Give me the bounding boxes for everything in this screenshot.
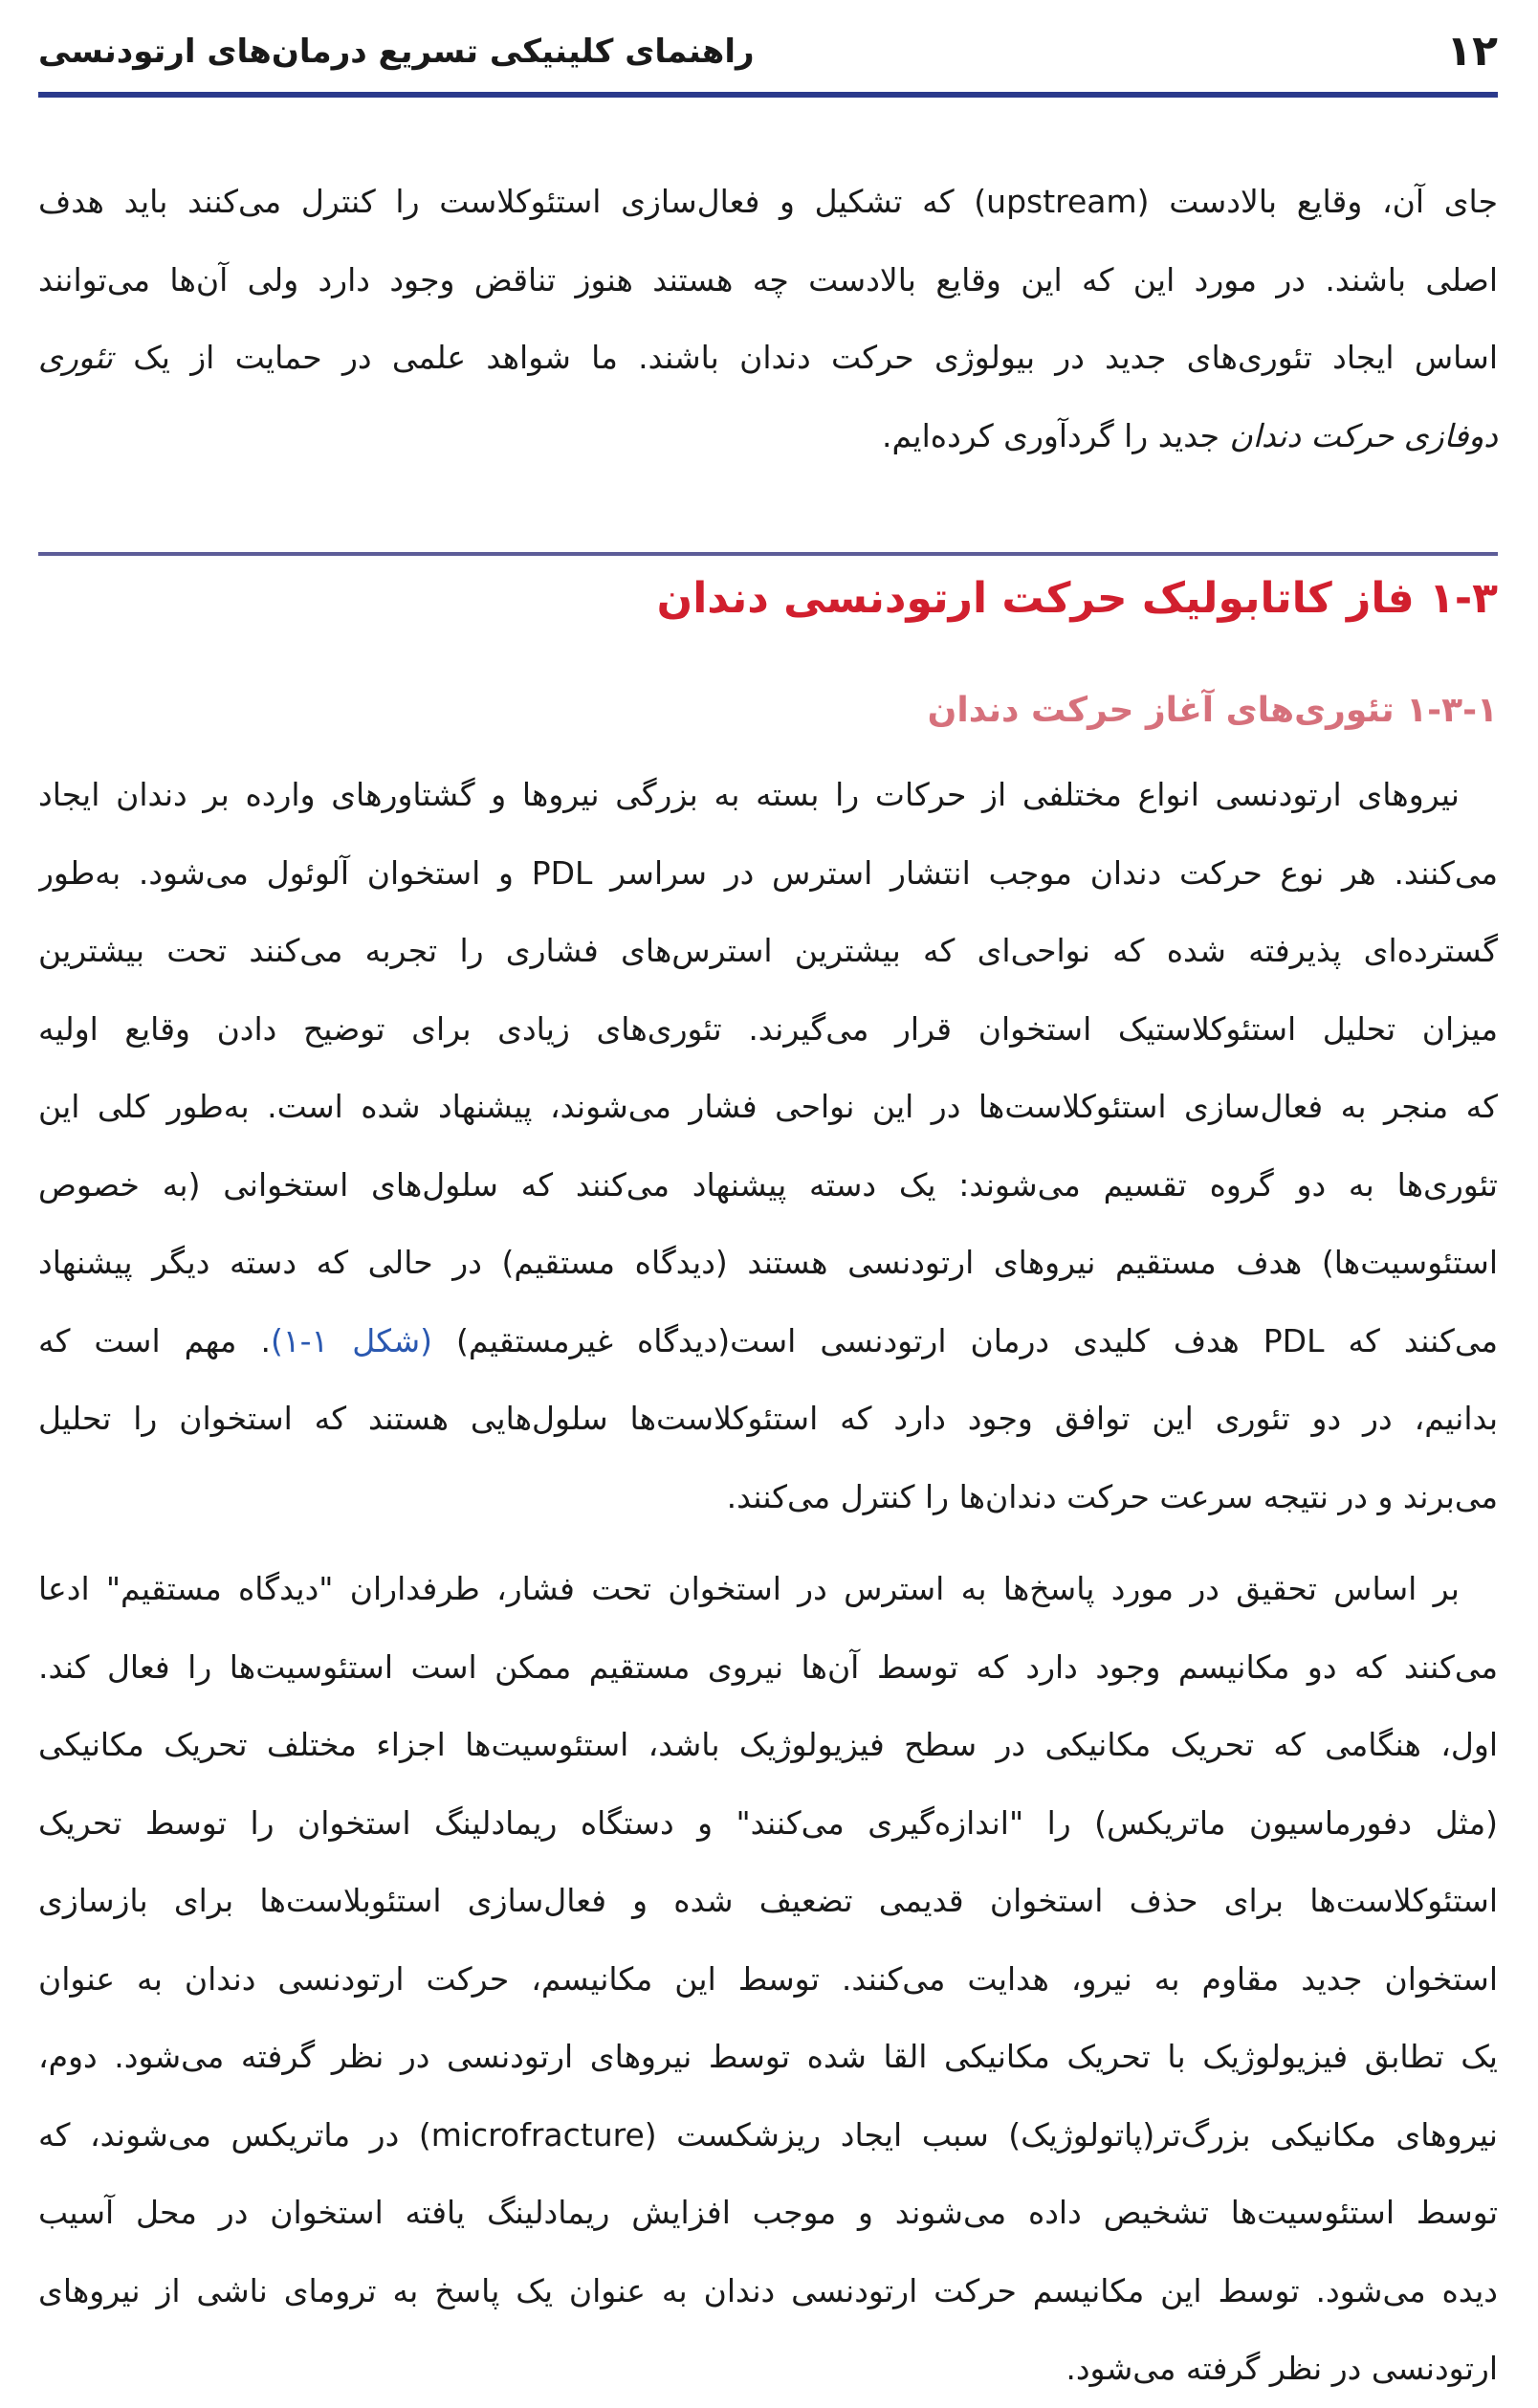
text-line [38, 2096, 1498, 2175]
text-line [38, 2252, 1498, 2331]
text-segment: استئوکلاست‌ها برای حذف استخوان قدیمی تضعیف شده و فعال‌سازی استئوبلاست‌ها برای بازسازی [38, 1882, 1498, 1919]
text-segment: . مهم است که [38, 1321, 271, 1359]
text-segment: اساس ایجاد تئوری‌های جدید در بیولوژی حرکت دندان باشند. ما شواهد علمی در حمایت از یک [112, 339, 1498, 376]
paragraph [38, 163, 1498, 475]
running-header-title: راهنمای کلینیکی تسریع درمان‌های ارتودنسی [38, 33, 755, 71]
paragraph [38, 1550, 1498, 2408]
text-line [38, 241, 1498, 320]
text-segment: می‌کنند. هر نوع حرکت دندان موجب انتشار استرس در سراسر PDL و استخوان آلوئول می‌شود. به‌طور [38, 853, 1498, 892]
figure-reference-link[interactable]: (شکل ۱-۱) [270, 1321, 432, 1359]
text-line [38, 1940, 1498, 2019]
text-segment: توسط استئوسیت‌ها تشخیص داده می‌شوند و موجب افزایش ریمادلینگ یافته استخوان در محل آسیب [38, 2194, 1498, 2231]
text-segment: که منجر به فعال‌سازی استئوکلاست‌ها در این نواحی فشار می‌شوند، پیشنهاد شده است. به‌طور کلی این [38, 1088, 1498, 1125]
text-line [38, 990, 1498, 1069]
text-line [38, 912, 1498, 990]
text-line [38, 163, 1498, 241]
text-segment: میزان تحلیل استئوکلاستیک استخوان قرار می‌گیرند. تئوری‌های زیادی برای توضیح دادن وقایع اولیه [38, 1009, 1498, 1048]
italic-text: تئوری [38, 339, 113, 376]
text-line [38, 397, 1498, 475]
text-segment: نیروهای ارتودنسی انواع مختلفی از حرکات را بسته به بزرگی نیروها و گشتاورهای وارده بر دندان ایجاد [38, 776, 1460, 813]
page-number: ۱۲ [1446, 27, 1498, 76]
text-segment: یک تطابق فیزیولوژیک با تحریک مکانیکی القا شده توسط نیروهای ارتودنسی در نظر گرفته می‌شود. دوم، [38, 2038, 1498, 2075]
text-line [38, 2018, 1498, 2096]
text-line [38, 1068, 1498, 1146]
text-line [38, 1458, 1498, 1536]
italic-text: دوفازی حرکت دندان [1229, 416, 1498, 454]
text-segment: اصلی باشند. در مورد این که این وقایع بالادست چه هستند هنوز تناقض وجود دارد ولی آن‌ها می‌توانند [38, 260, 1498, 298]
text-segment: می‌کنند که PDL هدف کلیدی درمان ارتودنسی است(دیدگاه غیرمستقیم) [431, 1321, 1498, 1359]
text-line [38, 1862, 1498, 1940]
subsection-heading: ۱-۳-۱ تئوری‌های آغاز حرکت دندان [927, 691, 1498, 730]
text-line [38, 1706, 1498, 1784]
text-line [38, 1302, 1498, 1381]
text-segment: تئوری‌ها به دو گروه تقسیم می‌شوند: یک دسته پیشنهاد می‌کنند که سلول‌های استخوانی (به خصوص [38, 1165, 1498, 1204]
text-line [38, 1784, 1498, 1863]
text-segment: بدانیم، در دو تئوری این توافق وجود دارد که استئوکلاست‌ها سلول‌هایی هستند که استخوان را تحلیل [38, 1400, 1498, 1437]
text-line [38, 1628, 1498, 1707]
text-line [38, 834, 1498, 913]
paragraph [38, 756, 1498, 1535]
text-segment: نیروهای مکانیکی بزرگ‌تر(پاتولوژیک) سبب ایجاد ریزشکست (microfracture) در ماتریکس می‌شوند، که [38, 2115, 1498, 2154]
section-heading: ۱-۳ فاز کاتابولیک حرکت ارتودنسی دندان [656, 574, 1498, 623]
text-line [38, 1380, 1498, 1458]
section-divider [38, 552, 1498, 556]
text-segment: بر اساس تحقیق در مورد پاسخ‌ها به استرس در استخوان تحت فشار، طرفداران "دیدگاه مستقیم" ادعا [38, 1570, 1460, 1607]
text-line [38, 2174, 1498, 2252]
text-segment: (مثل دفورماسیون ماتریکس) را "اندازه‌گیری می‌کنند" و دستگاه ریمادلینگ استخوان را توسط تحریک [38, 1803, 1498, 1842]
text-line [38, 319, 1498, 397]
text-segment: دیده می‌شود. توسط این مکانیسم حرکت ارتودنسی دندان به عنوان یک پاسخ به ترومای ناشی از نیروهای [38, 2271, 1498, 2309]
text-segment: گسترده‌ای پذیرفته شده که نواحی‌ای که بیشترین استرس‌های فشاری را تجربه می‌کنند تحت بیشترین [38, 932, 1498, 969]
text-line [38, 1146, 1498, 1225]
text-line [38, 1550, 1498, 1628]
text-segment: ارتودنسی در نظر گرفته می‌شود. [1066, 2350, 1498, 2387]
text-segment: جدید را گردآوری کرده‌ایم. [881, 416, 1230, 454]
text-segment: می‌کنند که دو مکانیسم وجود دارد که توسط آن‌ها نیروی مستقیم ممکن است استئوسیت‌ها را فعال کند. [38, 1647, 1498, 1686]
text-line [38, 2330, 1498, 2408]
header-divider [38, 92, 1498, 98]
text-segment: جای آن، وقایع بالادست (upstream) که تشکیل و فعال‌سازی استئوکلاست را کنترل می‌کنند باید هدف [38, 183, 1498, 220]
text-segment: استئوسیت‌ها) هدف مستقیم نیروهای ارتودنسی هستند (دیدگاه مستقیم) در حالی که دسته دیگر پیشنهاد [38, 1244, 1498, 1281]
text-segment: استخوان جدید مقاوم به نیرو، هدایت می‌کنند. توسط این مکانیسم، حرکت ارتودنسی دندان به عنوان [38, 1959, 1498, 1998]
text-line [38, 1224, 1498, 1302]
text-segment: می‌برند و در نتیجه سرعت حرکت دندان‌ها را کنترل می‌کنند. [726, 1477, 1498, 1515]
text-segment: اول، هنگامی که تحریک مکانیکی در سطح فیزیولوژیک باشد، استئوسیت‌ها اجزاء مختلف تحریک مکانیکی [38, 1726, 1498, 1763]
text-line [38, 756, 1498, 834]
